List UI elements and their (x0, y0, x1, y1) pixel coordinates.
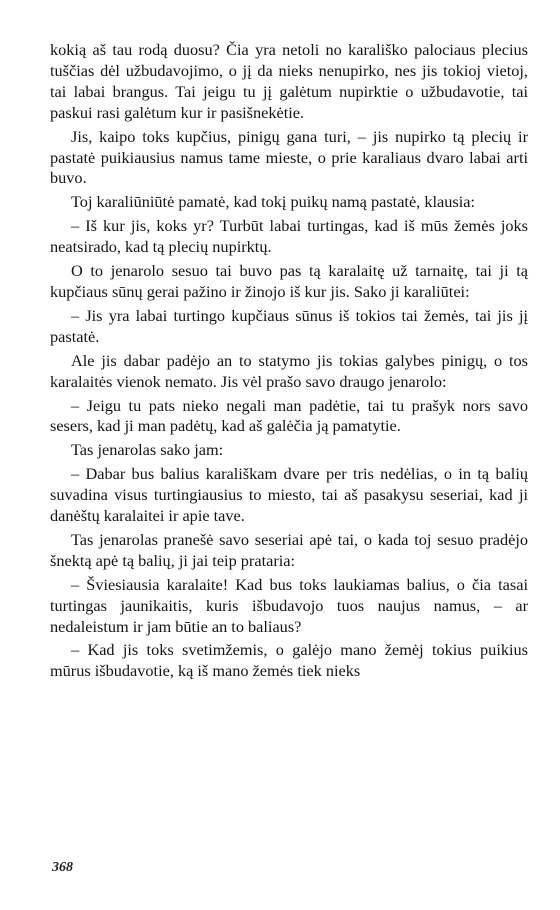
paragraph: – Jeigu tu pats nieko negali man padėtie, tai tu prašyk nors savo sesers, kad ji man padėtų, kad aš galėčia ją pamatytie. (50, 395, 528, 436)
paragraph: Tas jenarolas pranešė savo seseriai apė tai, o kada toj sesuo pradėjo šnektą apė tą balių, ji jai teip prataria: (50, 529, 528, 570)
paragraph: Ale jis dabar padėjo an to statymo jis tokias galybes pinigų, o tos karalaitės vienok nemato. Jis vėl prašo savo draugo jenarolo: (50, 350, 528, 391)
paragraph: – Šviesiausia karalaite! Kad bus toks laukiamas balius, o čia tasai turtingas jaunikaitis, kuris išbudavojo tuos naujus namus, – ar nedaleistum ir jam būtie an to baliaus? (50, 574, 528, 636)
page-body (50, 40, 528, 685)
paragraph: – Dabar bus balius karališkam dvare per tris nedėlias, o in tą balių suvadina visus turtingiausius to miesto, tai aš pasakysu seseriai, kad ji danėštų karalaitei ir apie tave. (50, 464, 528, 526)
page-number: 368 (52, 860, 73, 875)
paragraph: – Jis yra labai turtingo kupčiaus sūnus iš tokios tai žemės, tai jis jį pastatė. (50, 305, 528, 346)
paragraph: – Kad jis toks svetimžemis, o galėjo mano žemėj tokius puikius mūrus išbudavotie, ką iš mano žemės tiek nieks (50, 640, 528, 681)
paragraph: kokią aš tau rodą duosu? Čia yra netoli no karališko palociaus plecius tuščias dėl užbudavojimo, o jį da nieks nenupirko, nes jis tokioj vietoj, tai labai brangus. Tai jeigu tu jį galėtum nupirktie o užbudavotie, tai paskui rasi galėtum kur ir pasišnekėtie. (50, 40, 528, 122)
paragraph: – Iš kur jis, koks yr? Turbūt labai turtingas, kad iš mūs žemės joks neatsirado, kad tą plecių nupirktų. (50, 216, 528, 257)
paragraph: Jis, kaipo toks kupčius, pinigų gana turi, – jis nupirko tą plecių ir pastatė puikiausius namus tame mieste, o prie karaliaus dvaro labai arti buvo. (50, 126, 528, 188)
paragraph: Toj karaliūniūtė pamatė, kad tokį puikų namą pastatė, klausia: (71, 192, 475, 212)
paragraph: Tas jenarolas sako jam: (71, 440, 224, 460)
paragraph: O to jenarolo sesuo tai buvo pas tą karalaitę už tarnaitę, tai ji tą kupčiaus sūnų gerai pažino ir žinojo iš kur jis. Sako ji karaliūtei: (50, 261, 528, 301)
